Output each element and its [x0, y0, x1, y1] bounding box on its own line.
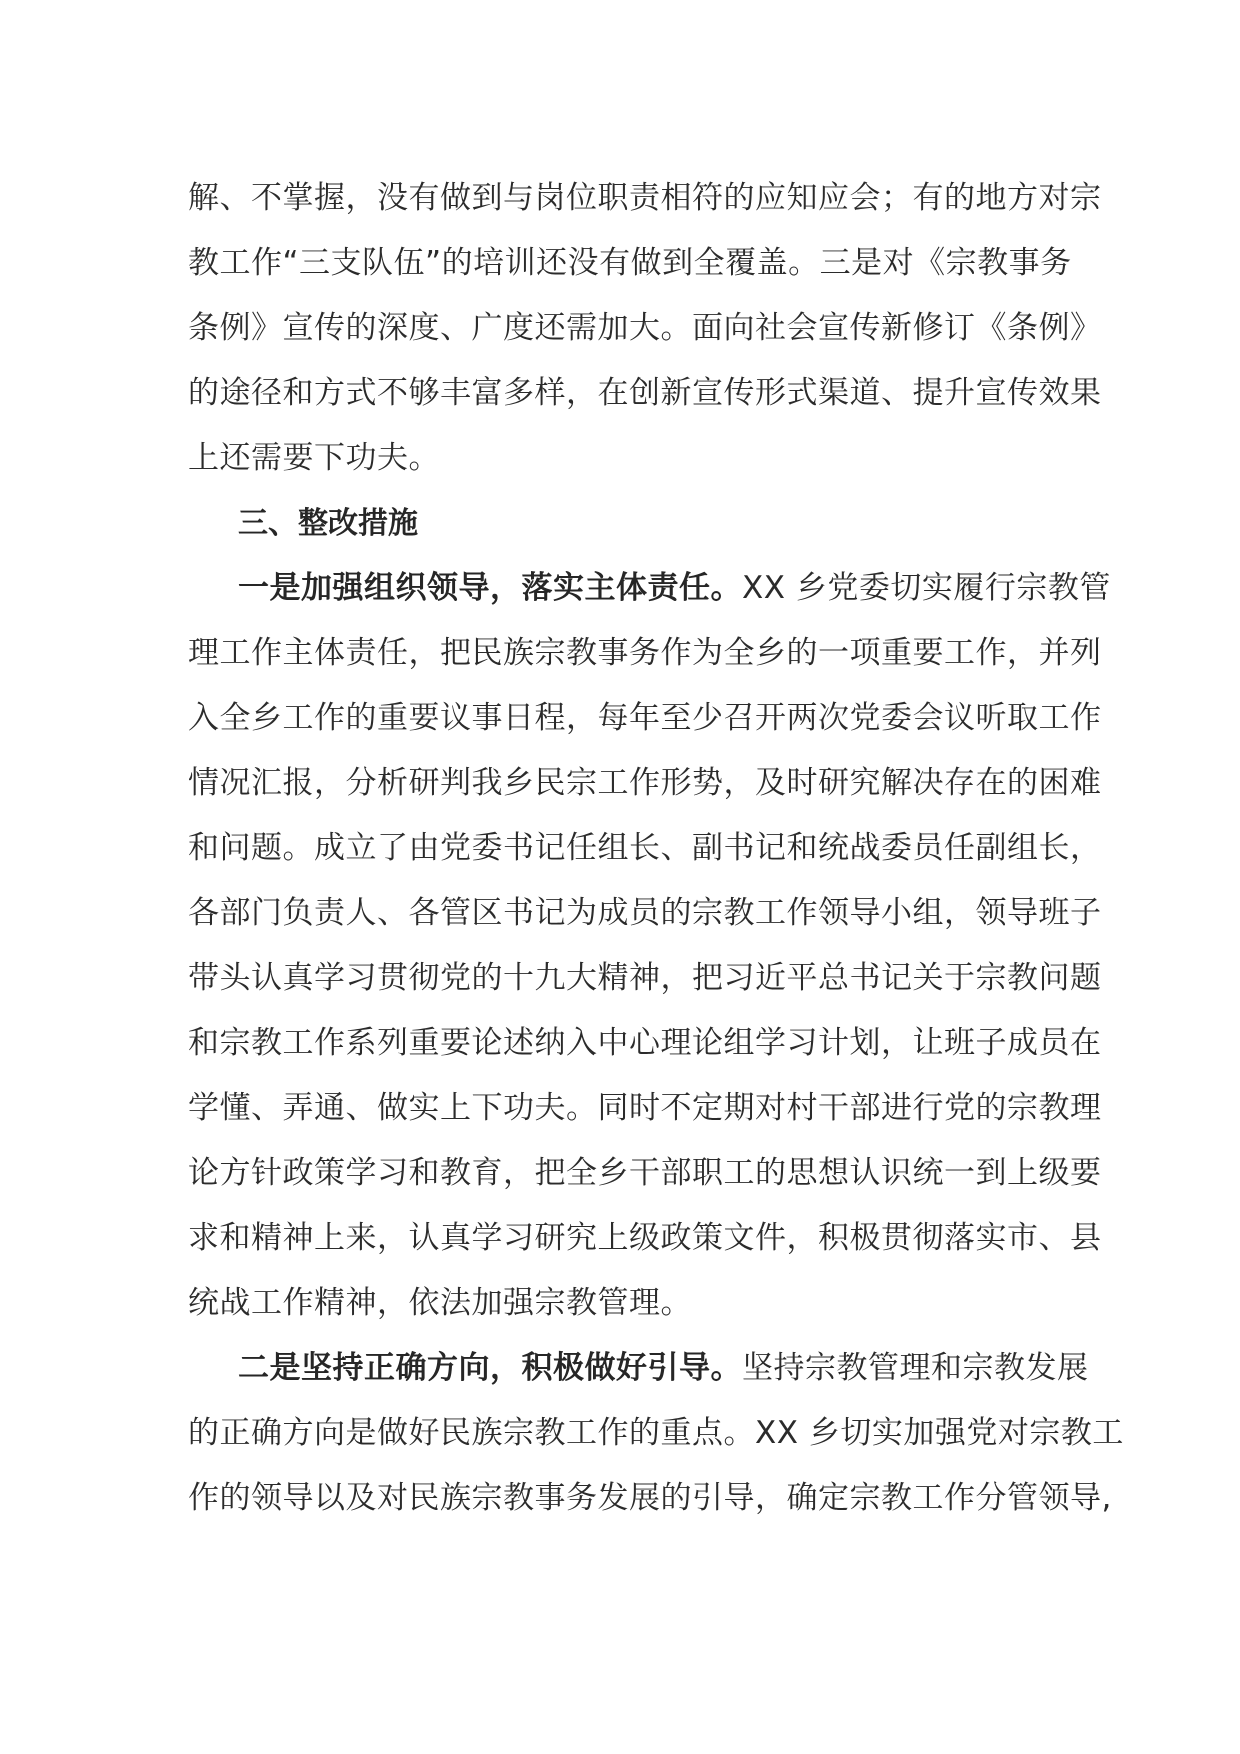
paragraph-line: 统战工作精神，依法加强宗教管理。 — [188, 1285, 692, 1321]
paragraph-line: 学懂、弄通、做实上下功夫。同时不定期对村干部进行党的宗教理 — [188, 1090, 1102, 1126]
paragraph-measure-1 — [188, 556, 1111, 1336]
document-page — [188, 166, 1124, 1531]
section-heading: 三、整改措施 — [238, 506, 418, 541]
paragraph-first-line — [188, 556, 1111, 621]
paragraph-line: 的途径和方式不够丰富多样，在创新宣传形式渠道、提升宣传效果 — [188, 375, 1102, 411]
paragraph-first-line — [188, 1336, 1089, 1401]
paragraph-line: 入全乡工作的重要议事日程，每年至少召开两次党委会议听取工作 — [188, 700, 1102, 736]
paragraph-line: 作的领导以及对民族宗教事务发展的引导，确定宗教工作分管领导, — [188, 1480, 1112, 1516]
paragraph-line: 带头认真学习贯彻党的十九大精神，把习近平总书记关于宗教问题 — [188, 960, 1102, 996]
paragraph-line: 和宗教工作系列重要论述纳入中心理论组学习计划，让班子成员在 — [188, 1025, 1102, 1061]
paragraph-line: 各部门负责人、各管区书记为成员的宗教工作领导小组，领导班子 — [188, 895, 1102, 931]
paragraph-lead-rest: XX 乡党委切实履行宗教管 — [742, 570, 1111, 606]
paragraph-line: 和问题。成立了由党委书记任组长、副书记和统战委员任副组长， — [188, 830, 1102, 866]
paragraph-measure-2 — [188, 1336, 1124, 1531]
paragraph-line: 条例》宣传的深度、广度还需加大。面向社会宣传新修订《条例》 — [188, 310, 1102, 346]
paragraph-bold-lead: 一是加强组织领导，落实主体责任。 — [238, 570, 742, 606]
paragraph-line: 上还需要下功夫。 — [188, 440, 440, 476]
paragraph-line: 的正确方向是做好民族宗教工作的重点。XX 乡切实加强党对宗教工 — [188, 1415, 1124, 1451]
paragraph-line: 求和精神上来，认真学习研究上级政策文件，积极贯彻落实市、县 — [188, 1220, 1102, 1256]
paragraph-line: 教工作“三支队伍”的培训还没有做到全覆盖。三是对《宗教事务 — [188, 245, 1072, 281]
paragraph-bold-lead: 二是坚持正确方向，积极做好引导。 — [238, 1350, 742, 1386]
paragraph-line: 理工作主体责任，把民族宗教事务作为全乡的一项重要工作，并列 — [188, 635, 1102, 671]
paragraph-line: 论方针政策学习和教育，把全乡干部职工的思想认识统一到上级要 — [188, 1155, 1102, 1191]
paragraph-line: 情况汇报，分析研判我乡民宗工作形势，及时研究解决存在的困难 — [188, 765, 1102, 801]
paragraph-line: 解、不掌握，没有做到与岗位职责相符的应知应会；有的地方对宗 — [188, 180, 1102, 216]
paragraph-problems — [188, 166, 1102, 491]
paragraph-lead-rest: 坚持宗教管理和宗教发展 — [742, 1350, 1089, 1386]
